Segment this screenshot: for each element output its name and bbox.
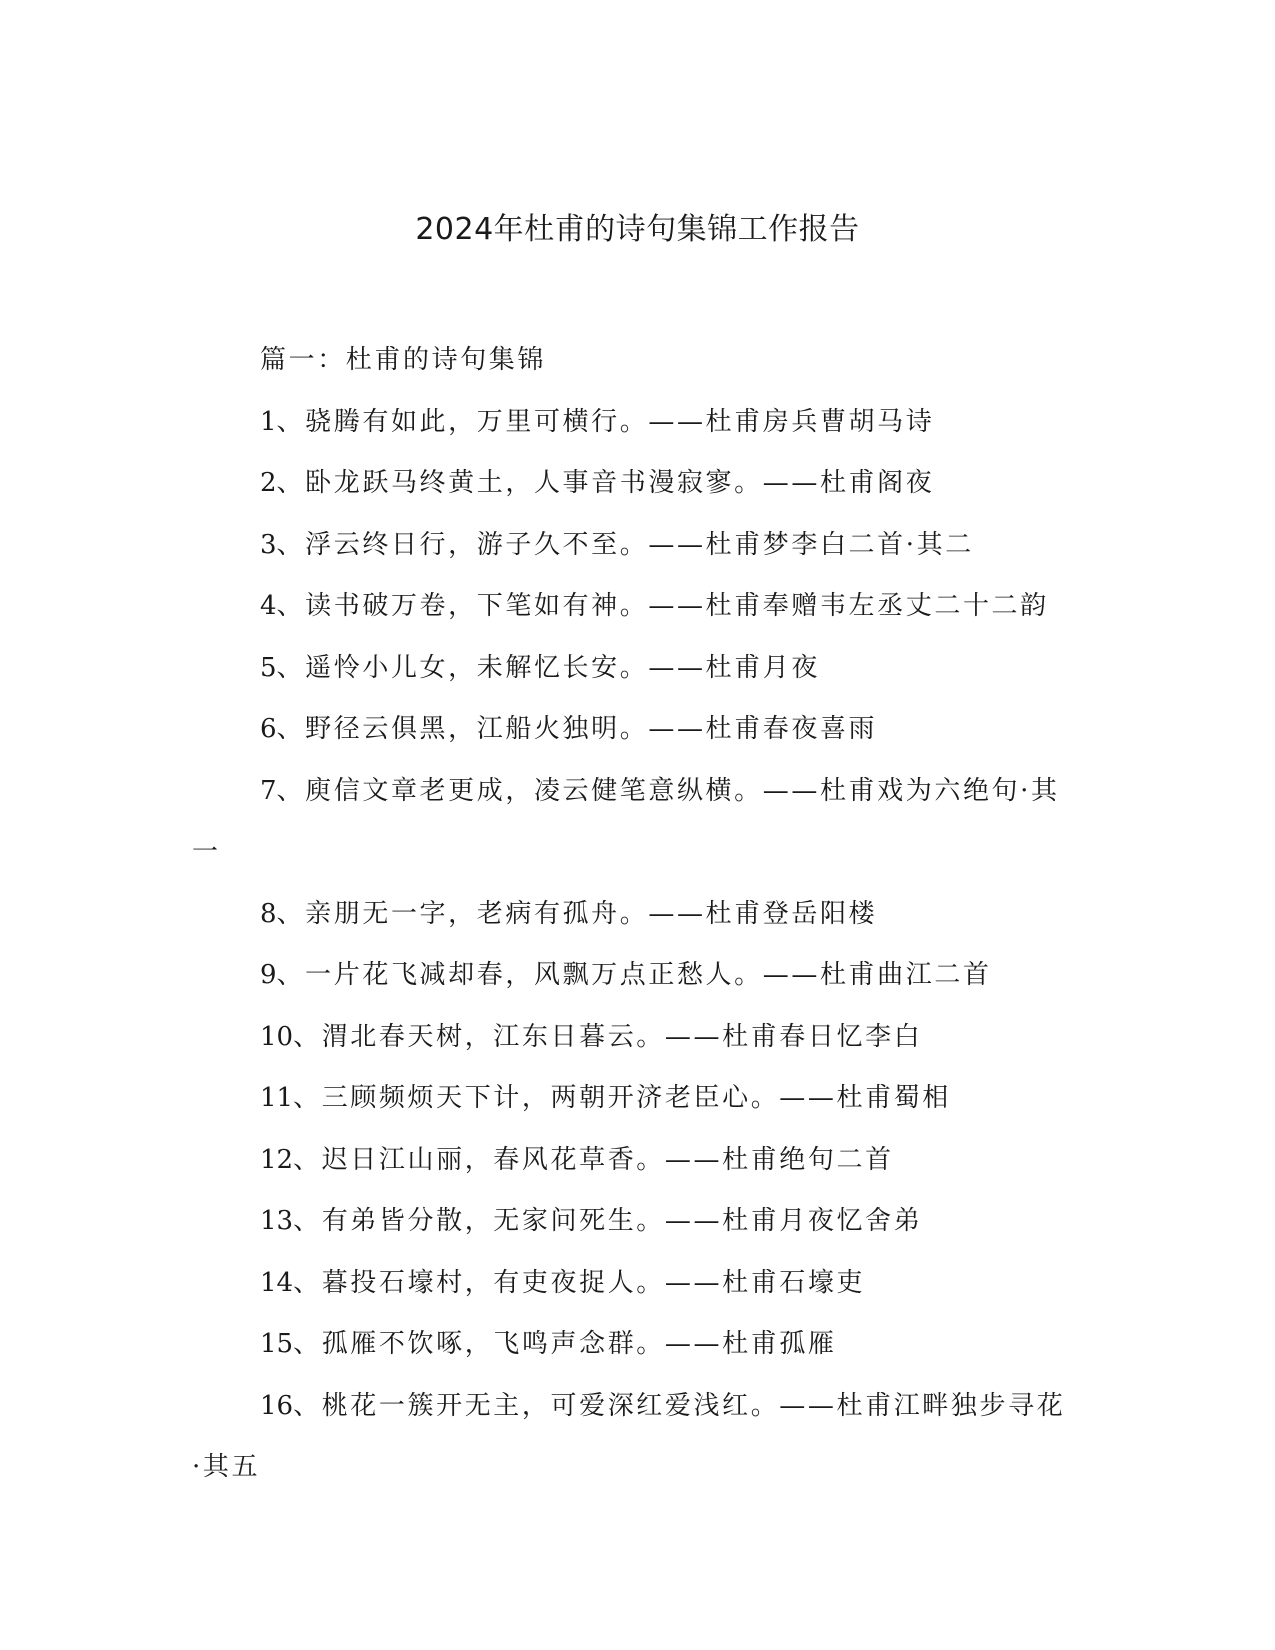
line-text: 、有弟皆分散，无家问死生。——杜甫月夜忆舍弟 bbox=[293, 1206, 923, 1236]
line-number: 16 bbox=[260, 1390, 294, 1421]
line-number: 6 bbox=[260, 714, 277, 744]
poem-line-4 bbox=[192, 576, 1072, 638]
line-text: 、卧龙跃马终黄土，人事音书漫寂寥。——杜甫阁夜 bbox=[276, 468, 935, 498]
line-text: 、桃花一簇开无主，可爱深红爱浅红。——杜甫江畔独步寻花·其五 bbox=[192, 1390, 1066, 1482]
line-number: 5 bbox=[260, 652, 277, 683]
poem-line-6 bbox=[192, 699, 1072, 761]
poem-line-10 bbox=[192, 1007, 1072, 1069]
poem-line-3 bbox=[192, 515, 1072, 577]
line-number: 14 bbox=[260, 1267, 294, 1298]
line-number: 7 bbox=[260, 775, 277, 806]
line-text: 、遥怜小儿女，未解忆长安。——杜甫月夜 bbox=[276, 652, 820, 683]
line-number: 11 bbox=[260, 1083, 294, 1113]
poem-line-15 bbox=[192, 1314, 1072, 1376]
line-text: 、三顾频烦天下计，两朝开济老臣心。——杜甫蜀相 bbox=[293, 1083, 951, 1113]
poem-line-8 bbox=[192, 884, 1072, 946]
line-number: 10 bbox=[260, 1021, 294, 1052]
poem-line-16 bbox=[192, 1376, 1072, 1499]
line-number: 13 bbox=[260, 1206, 294, 1236]
line-text: 、孤雁不饮啄，飞鸣声念群。——杜甫孤雁 bbox=[293, 1329, 837, 1359]
line-text: 、迟日江山丽，春风花草香。——杜甫绝句二首 bbox=[293, 1144, 894, 1175]
line-number: 4 bbox=[260, 591, 277, 621]
poem-line-7 bbox=[192, 761, 1072, 884]
document-body bbox=[192, 330, 1072, 1499]
line-text: 、庾信文章老更成，凌云健笔意纵横。——杜甫戏为六绝句·其一 bbox=[192, 775, 1060, 867]
poem-line-12 bbox=[192, 1130, 1072, 1192]
poem-line-2 bbox=[192, 453, 1072, 515]
line-text: 、野径云俱黑，江船火独明。——杜甫春夜喜雨 bbox=[276, 714, 878, 744]
line-text: 、浮云终日行，游子久不至。——杜甫梦李白二首·其二 bbox=[276, 529, 974, 560]
line-number: 15 bbox=[260, 1329, 294, 1359]
line-text: 、一片花飞减却春，风飘万点正愁人。——杜甫曲江二首 bbox=[276, 960, 992, 990]
line-number: 1 bbox=[260, 406, 277, 437]
line-number: 2 bbox=[260, 468, 277, 498]
line-number: 8 bbox=[260, 898, 277, 929]
poem-line-11 bbox=[192, 1068, 1072, 1130]
poem-line-14 bbox=[192, 1253, 1072, 1315]
line-text: 、渭北春天树，江东日暮云。——杜甫春日忆李白 bbox=[293, 1021, 923, 1052]
poem-line-9 bbox=[192, 945, 1072, 1007]
section-heading: 篇一：杜甫的诗句集锦 bbox=[260, 345, 547, 375]
line-number: 12 bbox=[260, 1144, 294, 1175]
line-text: 、读书破万卷，下笔如有神。——杜甫奉赠韦左丞丈二十二韵 bbox=[276, 591, 1049, 621]
line-text: 、暮投石壕村，有吏夜捉人。——杜甫石壕吏 bbox=[293, 1267, 866, 1298]
line-number: 9 bbox=[260, 960, 277, 990]
line-text: 、骁腾有如此，万里可横行。——杜甫房兵曹胡马诗 bbox=[276, 406, 935, 437]
document-title: 2024年杜甫的诗句集锦工作报告 bbox=[415, 212, 860, 247]
line-number: 3 bbox=[260, 529, 277, 560]
poem-line-5 bbox=[192, 638, 1072, 700]
line-text: 、亲朋无一字，老病有孤舟。——杜甫登岳阳楼 bbox=[276, 898, 878, 929]
poem-line-1 bbox=[192, 392, 1072, 454]
poem-line-13 bbox=[192, 1191, 1072, 1253]
